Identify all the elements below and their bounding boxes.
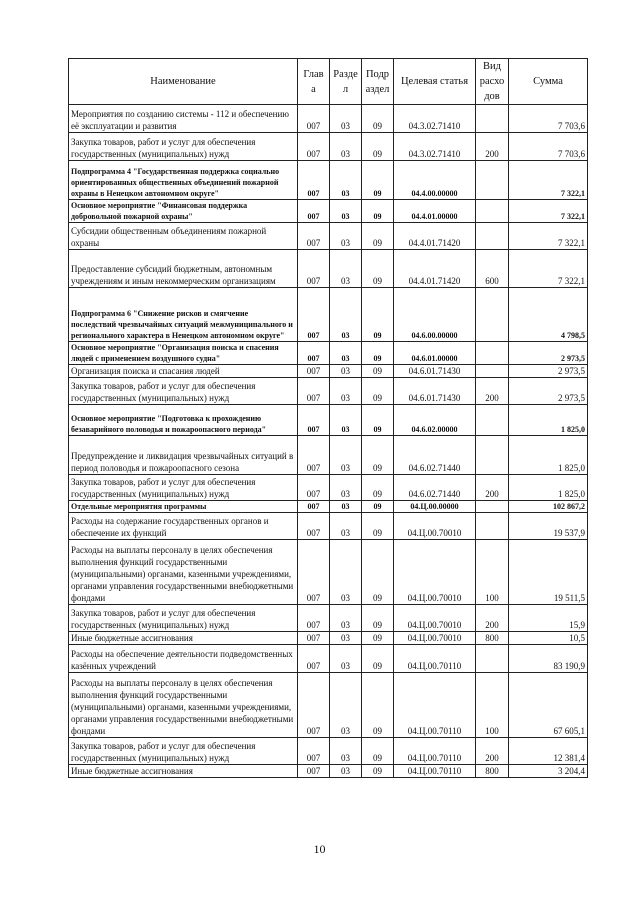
row-target: 04.4.01.71420 <box>394 223 476 250</box>
row-sum: 1 825,0 <box>509 475 588 501</box>
row-section: 03 <box>330 765 362 778</box>
row-section: 03 <box>330 436 362 475</box>
row-target: 04.6.00.00000 <box>394 288 476 342</box>
row-name: Основное мероприятие "Подготовка к прохождению безаварийного половодья и пожароопасного периода" <box>69 405 298 436</box>
row-chapter: 007 <box>298 378 330 405</box>
header-name: Наименование <box>69 59 298 105</box>
row-name: Иные бюджетные ассигнования <box>69 765 298 778</box>
row-section: 03 <box>330 161 362 200</box>
row-target: 04.Ц.00.70010 <box>394 513 476 540</box>
row-sum: 15,9 <box>509 605 588 632</box>
table-row <box>69 133 588 161</box>
row-subsection: 09 <box>362 365 394 378</box>
table-row <box>69 605 588 632</box>
table-row <box>69 342 588 365</box>
row-target: 04.Ц.00.70010 <box>394 632 476 645</box>
row-section: 03 <box>330 223 362 250</box>
row-type: 200 <box>476 475 509 501</box>
table-row <box>69 632 588 645</box>
row-sum: 10,5 <box>509 632 588 645</box>
row-chapter: 007 <box>298 632 330 645</box>
row-target: 04.4.01.71420 <box>394 250 476 288</box>
row-section: 03 <box>330 738 362 765</box>
row-chapter: 007 <box>298 513 330 540</box>
row-target: 04.4.00.00000 <box>394 161 476 200</box>
row-section: 03 <box>330 378 362 405</box>
row-sum: 2 973,5 <box>509 365 588 378</box>
row-sum: 19 537,9 <box>509 513 588 540</box>
row-target: 04.Ц.00.70010 <box>394 540 476 605</box>
row-target: 04.Ц.00.70110 <box>394 673 476 738</box>
row-subsection: 09 <box>362 632 394 645</box>
table-row <box>69 105 588 133</box>
row-sum: 12 381,4 <box>509 738 588 765</box>
budget-table <box>68 58 588 778</box>
row-section: 03 <box>330 200 362 223</box>
row-subsection: 09 <box>362 475 394 501</box>
row-type <box>476 223 509 250</box>
header-section: Разде л <box>330 59 362 105</box>
row-chapter: 007 <box>298 405 330 436</box>
table-row <box>69 288 588 342</box>
row-name: Основное мероприятие "Организация поиска и спасения людей с применением воздушного судна" <box>69 342 298 365</box>
row-section: 03 <box>330 288 362 342</box>
row-section: 03 <box>330 513 362 540</box>
row-sum: 7 322,1 <box>509 161 588 200</box>
row-chapter: 007 <box>298 765 330 778</box>
row-chapter: 007 <box>298 365 330 378</box>
row-section: 03 <box>330 645 362 673</box>
row-sum: 102 867,2 <box>509 501 588 513</box>
row-name: Отдельные мероприятия программы <box>69 501 298 513</box>
row-chapter: 007 <box>298 436 330 475</box>
row-chapter: 007 <box>298 501 330 513</box>
row-type <box>476 645 509 673</box>
row-section: 03 <box>330 365 362 378</box>
row-type: 200 <box>476 738 509 765</box>
row-subsection: 09 <box>362 133 394 161</box>
row-name: Организация поиска и спасания людей <box>69 365 298 378</box>
row-name: Предоставление субсидий бюджетным, автономным учреждениям и иным некоммерческим организациям <box>69 250 298 288</box>
row-type <box>476 501 509 513</box>
row-target: 04.6.02.71440 <box>394 436 476 475</box>
row-name: Мероприятия по созданию системы - 112 и обеспечению её эксплуатации и развития <box>69 105 298 133</box>
row-name: Закупка товаров, работ и услуг для обеспечения государственных (муниципальных) нужд <box>69 378 298 405</box>
row-chapter: 007 <box>298 250 330 288</box>
row-section: 03 <box>330 405 362 436</box>
row-section: 03 <box>330 342 362 365</box>
row-chapter: 007 <box>298 475 330 501</box>
row-type: 200 <box>476 378 509 405</box>
row-target: 04.3.02.71410 <box>394 105 476 133</box>
row-section: 03 <box>330 632 362 645</box>
row-chapter: 007 <box>298 288 330 342</box>
row-sum: 3 204,4 <box>509 765 588 778</box>
row-name: Закупка товаров, работ и услуг для обеспечения государственных (муниципальных) нужд <box>69 133 298 161</box>
row-target: 04.Ц.00.70110 <box>394 738 476 765</box>
row-subsection: 09 <box>362 645 394 673</box>
row-type <box>476 405 509 436</box>
row-type: 200 <box>476 605 509 632</box>
row-chapter: 007 <box>298 223 330 250</box>
row-subsection: 09 <box>362 161 394 200</box>
table-row <box>69 513 588 540</box>
row-subsection: 09 <box>362 765 394 778</box>
row-sum: 7 322,1 <box>509 223 588 250</box>
header-type: Вид расхо дов <box>476 59 509 105</box>
row-chapter: 007 <box>298 673 330 738</box>
row-name: Подпрограмма 4 "Государственная поддержка социально ориентированных общественных объединений пожарной охраны в Ненецком автономном округе" <box>69 161 298 200</box>
row-target: 04.4.01.00000 <box>394 200 476 223</box>
row-sum: 7 322,1 <box>509 250 588 288</box>
table-row <box>69 378 588 405</box>
row-sum: 19 511,5 <box>509 540 588 605</box>
row-target: 04.6.01.71430 <box>394 365 476 378</box>
row-target: 04.6.01.71430 <box>394 378 476 405</box>
row-type <box>476 513 509 540</box>
row-name: Предупреждение и ликвидация чрезвычайных ситуаций в период половодья и пожароопасного сезона <box>69 436 298 475</box>
row-type: 100 <box>476 540 509 605</box>
table-row <box>69 673 588 738</box>
row-target: 04.Ц.00.70010 <box>394 605 476 632</box>
row-subsection: 09 <box>362 738 394 765</box>
row-type: 800 <box>476 632 509 645</box>
row-type <box>476 365 509 378</box>
row-subsection: 09 <box>362 540 394 605</box>
row-section: 03 <box>330 501 362 513</box>
row-subsection: 09 <box>362 105 394 133</box>
row-subsection: 09 <box>362 501 394 513</box>
row-name: Закупка товаров, работ и услуг для обеспечения государственных (муниципальных) нужд <box>69 738 298 765</box>
row-type <box>476 436 509 475</box>
table-body <box>69 105 588 778</box>
row-chapter: 007 <box>298 645 330 673</box>
row-section: 03 <box>330 133 362 161</box>
row-name: Закупка товаров, работ и услуг для обеспечения государственных (муниципальных) нужд <box>69 605 298 632</box>
row-chapter: 007 <box>298 540 330 605</box>
row-type <box>476 105 509 133</box>
row-sum: 67 605,1 <box>509 673 588 738</box>
page-number: 10 <box>313 842 326 856</box>
row-type <box>476 288 509 342</box>
row-name: Подпрограмма 6 "Снижение рисков и смягчение последствий чрезвычайных ситуаций межмуниципального и регионального характера в Ненецком автономном округе" <box>69 288 298 342</box>
row-subsection: 09 <box>362 436 394 475</box>
row-name: Закупка товаров, работ и услуг для обеспечения государственных (муниципальных) нужд <box>69 475 298 501</box>
row-target: 04.6.01.00000 <box>394 342 476 365</box>
row-subsection: 09 <box>362 223 394 250</box>
row-subsection: 09 <box>362 378 394 405</box>
row-type: 800 <box>476 765 509 778</box>
row-chapter: 007 <box>298 133 330 161</box>
row-section: 03 <box>330 250 362 288</box>
row-subsection: 09 <box>362 605 394 632</box>
row-type <box>476 161 509 200</box>
table-row <box>69 540 588 605</box>
row-sum: 7 322,1 <box>509 200 588 223</box>
row-section: 03 <box>330 475 362 501</box>
row-name: Иные бюджетные ассигнования <box>69 632 298 645</box>
row-name: Субсидии общественным объединениям пожарной охраны <box>69 223 298 250</box>
table-row <box>69 161 588 200</box>
row-sum: 1 825,0 <box>509 405 588 436</box>
row-subsection: 09 <box>362 673 394 738</box>
row-sum: 1 825,0 <box>509 436 588 475</box>
row-subsection: 09 <box>362 513 394 540</box>
row-target: 04.Ц.00.70110 <box>394 765 476 778</box>
row-chapter: 007 <box>298 105 330 133</box>
row-target: 04.6.02.71440 <box>394 475 476 501</box>
row-subsection: 09 <box>362 200 394 223</box>
table-row <box>69 738 588 765</box>
table-row <box>69 765 588 778</box>
row-sum: 83 190,9 <box>509 645 588 673</box>
row-chapter: 007 <box>298 605 330 632</box>
table-row <box>69 223 588 250</box>
row-sum: 7 703,6 <box>509 105 588 133</box>
header-target: Целевая статья <box>394 59 476 105</box>
table-row <box>69 645 588 673</box>
row-target: 04.Ц.00.00000 <box>394 501 476 513</box>
table-row <box>69 475 588 501</box>
row-sum: 2 973,5 <box>509 378 588 405</box>
row-chapter: 007 <box>298 342 330 365</box>
row-name: Расходы на выплаты персоналу в целях обеспечения выполнения функций государственными (муниципальными) органами, казенными учреждениями, органами управления государственными внебюджетными фондами <box>69 540 298 605</box>
row-name: Расходы на обеспечение деятельности подведомственных казённых учреждений <box>69 645 298 673</box>
row-sum: 4 798,5 <box>509 288 588 342</box>
table-header-row <box>69 59 588 105</box>
header-chapter: Глав а <box>298 59 330 105</box>
row-name: Основное мероприятие "Финансовая поддержка добровольной пожарной охраны" <box>69 200 298 223</box>
row-type <box>476 200 509 223</box>
row-name: Расходы на выплаты персоналу в целях обеспечения выполнения функций государственными (муниципальными) органами, казенными учреждениями, органами управления государственными внебюджетными фондами <box>69 673 298 738</box>
table-row <box>69 501 588 513</box>
row-type: 200 <box>476 133 509 161</box>
row-chapter: 007 <box>298 200 330 223</box>
row-sum: 7 703,6 <box>509 133 588 161</box>
row-type <box>476 342 509 365</box>
row-subsection: 09 <box>362 405 394 436</box>
row-section: 03 <box>330 605 362 632</box>
header-sum: Сумма <box>509 59 588 105</box>
table-row <box>69 436 588 475</box>
row-subsection: 09 <box>362 250 394 288</box>
row-target: 04.6.02.00000 <box>394 405 476 436</box>
row-section: 03 <box>330 105 362 133</box>
row-subsection: 09 <box>362 342 394 365</box>
row-chapter: 007 <box>298 161 330 200</box>
table-row <box>69 365 588 378</box>
row-section: 03 <box>330 540 362 605</box>
table-row <box>69 250 588 288</box>
row-type: 600 <box>476 250 509 288</box>
row-sum: 2 973,5 <box>509 342 588 365</box>
table-row <box>69 200 588 223</box>
row-section: 03 <box>330 673 362 738</box>
header-subsection: Подр аздел <box>362 59 394 105</box>
row-name: Расходы на содержание государственных органов и обеспечение их функций <box>69 513 298 540</box>
row-type: 100 <box>476 673 509 738</box>
row-chapter: 007 <box>298 738 330 765</box>
row-target: 04.3.02.71410 <box>394 133 476 161</box>
row-subsection: 09 <box>362 288 394 342</box>
row-target: 04.Ц.00.70110 <box>394 645 476 673</box>
table-row <box>69 405 588 436</box>
